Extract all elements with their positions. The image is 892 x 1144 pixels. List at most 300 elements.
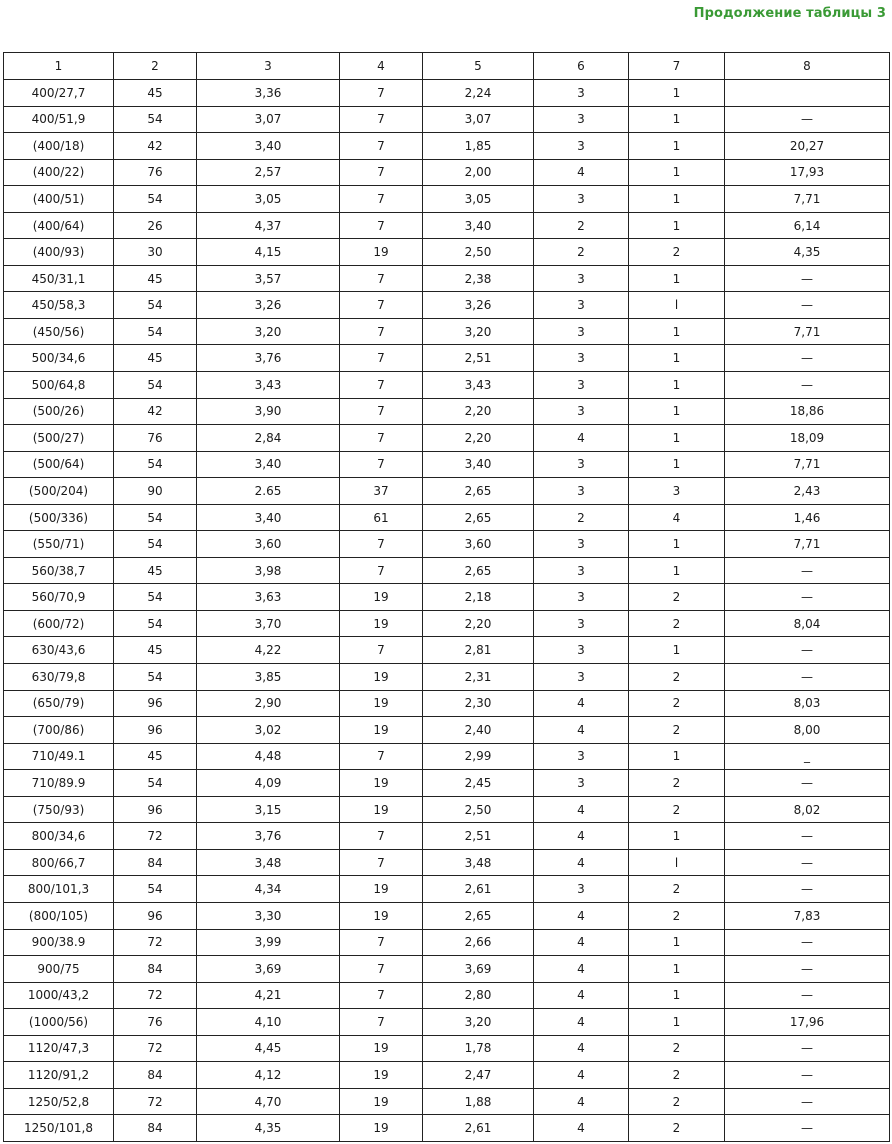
table-cell: 4 bbox=[534, 929, 629, 956]
table-cell: 2,24 bbox=[423, 80, 534, 107]
table-cell: 19 bbox=[340, 1062, 423, 1089]
table-row bbox=[4, 982, 890, 1009]
table-row bbox=[4, 956, 890, 983]
table-cell: 45 bbox=[114, 80, 197, 107]
table-row bbox=[4, 372, 890, 399]
header-row bbox=[4, 53, 890, 80]
table-cell: — bbox=[725, 1035, 890, 1062]
table-cell: — bbox=[725, 106, 890, 133]
table-cell: 2,50 bbox=[423, 239, 534, 266]
table-cell: 2,20 bbox=[423, 425, 534, 452]
table-row bbox=[4, 796, 890, 823]
table-cell: 3,70 bbox=[197, 610, 340, 637]
table-cell: (500/64) bbox=[4, 451, 114, 478]
table-cell: 54 bbox=[114, 372, 197, 399]
table-cell: 4 bbox=[534, 902, 629, 929]
table-cell: (400/22) bbox=[4, 159, 114, 186]
table-cell: 3,02 bbox=[197, 717, 340, 744]
table-cell: 30 bbox=[114, 239, 197, 266]
table-cell: 2,43 bbox=[725, 478, 890, 505]
table-cell: 3,43 bbox=[197, 372, 340, 399]
table-cell: 2,57 bbox=[197, 159, 340, 186]
table-row bbox=[4, 1035, 890, 1062]
table-cell: 54 bbox=[114, 318, 197, 345]
table-row bbox=[4, 398, 890, 425]
table-cell: 1 bbox=[629, 106, 725, 133]
table-cell: 4 bbox=[534, 690, 629, 717]
table-row bbox=[4, 664, 890, 691]
table-cell: 72 bbox=[114, 823, 197, 850]
table-cell: 3,05 bbox=[197, 186, 340, 213]
table-cell: 900/38.9 bbox=[4, 929, 114, 956]
table-cell: 3,63 bbox=[197, 584, 340, 611]
table-cell: 45 bbox=[114, 637, 197, 664]
table-cell: 96 bbox=[114, 717, 197, 744]
table-cell: 54 bbox=[114, 584, 197, 611]
table-row bbox=[4, 876, 890, 903]
table-cell: 4,22 bbox=[197, 637, 340, 664]
table-row bbox=[4, 584, 890, 611]
table-cell: 2 bbox=[629, 584, 725, 611]
table-cell: 19 bbox=[340, 796, 423, 823]
table-cell: 1 bbox=[629, 557, 725, 584]
table-cell: 2,38 bbox=[423, 265, 534, 292]
table-cell: l bbox=[629, 292, 725, 319]
table-cell: (400/18) bbox=[4, 133, 114, 160]
table-cell: 1,88 bbox=[423, 1088, 534, 1115]
table-cell: 4 bbox=[534, 1088, 629, 1115]
table-cell: 2,66 bbox=[423, 929, 534, 956]
table-cell: — bbox=[725, 982, 890, 1009]
table-row bbox=[4, 531, 890, 558]
table-row bbox=[4, 212, 890, 239]
table-cell: 3,30 bbox=[197, 902, 340, 929]
table-cell: (500/204) bbox=[4, 478, 114, 505]
table-cell: 2,20 bbox=[423, 398, 534, 425]
table-cell: 3 bbox=[534, 186, 629, 213]
table-cell: 17,93 bbox=[725, 159, 890, 186]
table-cell: 560/38,7 bbox=[4, 557, 114, 584]
table-cell: 3 bbox=[534, 318, 629, 345]
table-cell: 3 bbox=[534, 451, 629, 478]
table-cell: 6,14 bbox=[725, 212, 890, 239]
table-cell: 2,47 bbox=[423, 1062, 534, 1089]
table-cell: 1 bbox=[629, 372, 725, 399]
table-cell: 7 bbox=[340, 1009, 423, 1036]
table-cell: 3 bbox=[534, 478, 629, 505]
table-cell: 7 bbox=[340, 956, 423, 983]
table-cell: 54 bbox=[114, 186, 197, 213]
table-cell: 3,57 bbox=[197, 265, 340, 292]
table-cell: 3,90 bbox=[197, 398, 340, 425]
table-cell: 54 bbox=[114, 610, 197, 637]
column-header-4: 4 bbox=[340, 53, 423, 80]
table-cell: 710/89.9 bbox=[4, 770, 114, 797]
table-cell: 800/101,3 bbox=[4, 876, 114, 903]
table-cell: 4 bbox=[534, 849, 629, 876]
table-cell: 7 bbox=[340, 345, 423, 372]
column-header-8: 8 bbox=[725, 53, 890, 80]
table-row bbox=[4, 345, 890, 372]
table-row bbox=[4, 80, 890, 107]
table-cell: 4 bbox=[534, 956, 629, 983]
table-row bbox=[4, 743, 890, 770]
table-cell: 7,71 bbox=[725, 318, 890, 345]
table-cell: 1 bbox=[629, 637, 725, 664]
table-cell: — bbox=[725, 557, 890, 584]
table-cell: 2 bbox=[629, 770, 725, 797]
table-cell: l bbox=[629, 849, 725, 876]
table-cell: 2 bbox=[629, 690, 725, 717]
table-row bbox=[4, 823, 890, 850]
table-cell: 4 bbox=[534, 717, 629, 744]
table-cell: 7,71 bbox=[725, 531, 890, 558]
table-cell: 1,78 bbox=[423, 1035, 534, 1062]
table-cell: 3 bbox=[534, 372, 629, 399]
table-cell: 7 bbox=[340, 823, 423, 850]
table-cell: 3,07 bbox=[197, 106, 340, 133]
table-cell: 2,50 bbox=[423, 796, 534, 823]
table-cell: — bbox=[725, 1062, 890, 1089]
table-row bbox=[4, 1088, 890, 1115]
table-cell: 4,34 bbox=[197, 876, 340, 903]
table-cell: 3,76 bbox=[197, 823, 340, 850]
table-cell: 2,40 bbox=[423, 717, 534, 744]
table-cell: 4 bbox=[534, 1009, 629, 1036]
table-cell: 3 bbox=[534, 133, 629, 160]
table-cell: 8,03 bbox=[725, 690, 890, 717]
table-cell: 19 bbox=[340, 690, 423, 717]
table-cell: 3 bbox=[534, 557, 629, 584]
table-cell: 1250/101,8 bbox=[4, 1115, 114, 1142]
table-cell: 2,45 bbox=[423, 770, 534, 797]
table-cell: 4 bbox=[534, 425, 629, 452]
table-cell: 1 bbox=[629, 1009, 725, 1036]
table-cell: 2 bbox=[629, 1115, 725, 1142]
table-cell: 4 bbox=[534, 823, 629, 850]
table-cell: 3 bbox=[534, 265, 629, 292]
table-cell: 1250/52,8 bbox=[4, 1088, 114, 1115]
table-cell: 54 bbox=[114, 531, 197, 558]
column-header-3: 3 bbox=[197, 53, 340, 80]
table-cell: 3,69 bbox=[423, 956, 534, 983]
table-cell: 1 bbox=[629, 398, 725, 425]
table-cell: 630/79,8 bbox=[4, 664, 114, 691]
table-cell: — bbox=[725, 876, 890, 903]
table-cell: (700/86) bbox=[4, 717, 114, 744]
table-row bbox=[4, 186, 890, 213]
table-cell: 3,60 bbox=[197, 531, 340, 558]
table-cell: 2,65 bbox=[423, 902, 534, 929]
table-cell: 19 bbox=[340, 1035, 423, 1062]
table-cell: 4 bbox=[534, 1062, 629, 1089]
table-cell: 18,09 bbox=[725, 425, 890, 452]
table-cell: 7 bbox=[340, 531, 423, 558]
table-cell: 4,10 bbox=[197, 1009, 340, 1036]
table-cell: 3,15 bbox=[197, 796, 340, 823]
table-cell: 3,05 bbox=[423, 186, 534, 213]
table-cell: 2,51 bbox=[423, 345, 534, 372]
table-cell: 1 bbox=[629, 212, 725, 239]
table-cell: 2.65 bbox=[197, 478, 340, 505]
table-cell: (600/72) bbox=[4, 610, 114, 637]
table-cell: (500/27) bbox=[4, 425, 114, 452]
table-cell: 3 bbox=[534, 584, 629, 611]
table-cell: 4 bbox=[534, 159, 629, 186]
table-cell: 19 bbox=[340, 239, 423, 266]
table-cell: 45 bbox=[114, 345, 197, 372]
table-cell: 7 bbox=[340, 425, 423, 452]
table-row bbox=[4, 929, 890, 956]
table-cell: 76 bbox=[114, 159, 197, 186]
table-row bbox=[4, 1009, 890, 1036]
table-cell: 61 bbox=[340, 504, 423, 531]
table-cell: (550/71) bbox=[4, 531, 114, 558]
table-cell: 7 bbox=[340, 318, 423, 345]
table-cell: 3 bbox=[534, 80, 629, 107]
table-cell: 4,15 bbox=[197, 239, 340, 266]
table-cell: 2,00 bbox=[423, 159, 534, 186]
table-cell: 7,83 bbox=[725, 902, 890, 929]
table-cell: 630/43,6 bbox=[4, 637, 114, 664]
column-header-6: 6 bbox=[534, 53, 629, 80]
table-cell: 8,00 bbox=[725, 717, 890, 744]
table-cell: — bbox=[725, 265, 890, 292]
table-cell: 19 bbox=[340, 717, 423, 744]
table-cell: 3,76 bbox=[197, 345, 340, 372]
table-cell: 1 bbox=[629, 80, 725, 107]
table-cell: 7 bbox=[340, 106, 423, 133]
table-cell: 3 bbox=[534, 876, 629, 903]
table-cell: 54 bbox=[114, 876, 197, 903]
table-cell: 900/75 bbox=[4, 956, 114, 983]
table-cell: 1,46 bbox=[725, 504, 890, 531]
table-cell: 2 bbox=[629, 664, 725, 691]
table-cell: — bbox=[725, 637, 890, 664]
table-cell: 2,81 bbox=[423, 637, 534, 664]
table-cell: 84 bbox=[114, 956, 197, 983]
table-cell: 4,48 bbox=[197, 743, 340, 770]
table-cell: 3,40 bbox=[197, 504, 340, 531]
table-cell: 72 bbox=[114, 1035, 197, 1062]
table-cell: 45 bbox=[114, 743, 197, 770]
table-cell: 1000/43,2 bbox=[4, 982, 114, 1009]
table-cell: 500/64,8 bbox=[4, 372, 114, 399]
table-cell: 450/58,3 bbox=[4, 292, 114, 319]
table-cell: 96 bbox=[114, 690, 197, 717]
column-header-1: 1 bbox=[4, 53, 114, 80]
table-cell: 7 bbox=[340, 372, 423, 399]
table-cell: 2,84 bbox=[197, 425, 340, 452]
table-cell: 3 bbox=[534, 743, 629, 770]
table-cell: 3,48 bbox=[197, 849, 340, 876]
table-cell: — bbox=[725, 664, 890, 691]
table-cell: 18,86 bbox=[725, 398, 890, 425]
table-cell: 8,02 bbox=[725, 796, 890, 823]
table-cell: 7 bbox=[340, 80, 423, 107]
table-cell: 1 bbox=[629, 133, 725, 160]
table-cell: 3 bbox=[534, 664, 629, 691]
table-cell: 3,20 bbox=[423, 1009, 534, 1036]
table-row bbox=[4, 1062, 890, 1089]
table-cell: 4,70 bbox=[197, 1088, 340, 1115]
table-cell: 7 bbox=[340, 557, 423, 584]
table-cell: 3,69 bbox=[197, 956, 340, 983]
table-cell: (1000/56) bbox=[4, 1009, 114, 1036]
table-cell: 2,31 bbox=[423, 664, 534, 691]
table-row bbox=[4, 849, 890, 876]
table-cell: 7,71 bbox=[725, 451, 890, 478]
table-cell: 2,30 bbox=[423, 690, 534, 717]
table-cell: 7 bbox=[340, 637, 423, 664]
table-cell: 3 bbox=[534, 106, 629, 133]
table-cell: — bbox=[725, 1088, 890, 1115]
table-cell: 19 bbox=[340, 610, 423, 637]
table-row bbox=[4, 318, 890, 345]
table-cell: 7 bbox=[340, 982, 423, 1009]
table-cell: 3 bbox=[534, 610, 629, 637]
table-cell: 4 bbox=[534, 1035, 629, 1062]
table-cell: 1 bbox=[629, 929, 725, 956]
table-cell: 72 bbox=[114, 929, 197, 956]
table-cell: 26 bbox=[114, 212, 197, 239]
table-cell: 3 bbox=[534, 292, 629, 319]
table-cell: 2 bbox=[629, 610, 725, 637]
table-cell: 4 bbox=[629, 504, 725, 531]
table-cell: 3,43 bbox=[423, 372, 534, 399]
table-cell: 1 bbox=[629, 982, 725, 1009]
table-cell: 4,21 bbox=[197, 982, 340, 1009]
table-cell: 19 bbox=[340, 876, 423, 903]
table-cell: 1 bbox=[629, 743, 725, 770]
table-row bbox=[4, 425, 890, 452]
table-cell: 54 bbox=[114, 292, 197, 319]
table-cell: 72 bbox=[114, 1088, 197, 1115]
table-cell: 3,48 bbox=[423, 849, 534, 876]
table-row bbox=[4, 159, 890, 186]
table-cell: 2 bbox=[629, 239, 725, 266]
table-cell: 19 bbox=[340, 584, 423, 611]
table-cell: 3,40 bbox=[423, 212, 534, 239]
table-cell: 2,90 bbox=[197, 690, 340, 717]
table-cell: 3,07 bbox=[423, 106, 534, 133]
table-cell: (500/26) bbox=[4, 398, 114, 425]
table-row bbox=[4, 106, 890, 133]
table-cell: 4,37 bbox=[197, 212, 340, 239]
table-cell: 3 bbox=[534, 531, 629, 558]
table-cell: 42 bbox=[114, 133, 197, 160]
table-cell: 3 bbox=[534, 345, 629, 372]
table-cell: 45 bbox=[114, 557, 197, 584]
table-row bbox=[4, 133, 890, 160]
table-cell: 1 bbox=[629, 823, 725, 850]
table-cell: (500/336) bbox=[4, 504, 114, 531]
table-cell: 1 bbox=[629, 345, 725, 372]
table-cell: 54 bbox=[114, 504, 197, 531]
table-cell: 45 bbox=[114, 265, 197, 292]
table-row bbox=[4, 637, 890, 664]
table-cell: 3,26 bbox=[423, 292, 534, 319]
table-cell: 2 bbox=[629, 876, 725, 903]
table-cell: 3,26 bbox=[197, 292, 340, 319]
table-cell: 800/34,6 bbox=[4, 823, 114, 850]
table-cell: — bbox=[725, 1115, 890, 1142]
table-row bbox=[4, 610, 890, 637]
table-cell: 7 bbox=[340, 292, 423, 319]
table-cell: 2,80 bbox=[423, 982, 534, 1009]
column-header-2: 2 bbox=[114, 53, 197, 80]
table-cell: 19 bbox=[340, 664, 423, 691]
table-cell: 2 bbox=[629, 1088, 725, 1115]
table-row bbox=[4, 239, 890, 266]
table-cell bbox=[725, 80, 890, 107]
table-cell: 3 bbox=[534, 398, 629, 425]
table-cell: 37 bbox=[340, 478, 423, 505]
table-cell: 7 bbox=[340, 159, 423, 186]
table-cell: 7 bbox=[340, 212, 423, 239]
table-cell: 2,65 bbox=[423, 557, 534, 584]
table-cell: — bbox=[725, 823, 890, 850]
table-cell: 19 bbox=[340, 1088, 423, 1115]
table-cell: — bbox=[725, 956, 890, 983]
table-cell: 4 bbox=[534, 796, 629, 823]
column-header-7: 7 bbox=[629, 53, 725, 80]
table-cell: 400/27,7 bbox=[4, 80, 114, 107]
table-cell: 19 bbox=[340, 770, 423, 797]
table-cell: 2,20 bbox=[423, 610, 534, 637]
table-cell: 2,18 bbox=[423, 584, 534, 611]
table-cell: 20,27 bbox=[725, 133, 890, 160]
table-cell: 4,35 bbox=[197, 1115, 340, 1142]
table-cell: 710/49.1 bbox=[4, 743, 114, 770]
table-cell: 2,99 bbox=[423, 743, 534, 770]
table-cell: 76 bbox=[114, 1009, 197, 1036]
table-cell: 2 bbox=[629, 717, 725, 744]
table-cell: 3,85 bbox=[197, 664, 340, 691]
table-cell: 72 bbox=[114, 982, 197, 1009]
table-row bbox=[4, 265, 890, 292]
table-cell: — bbox=[725, 292, 890, 319]
table-cell: 1,85 bbox=[423, 133, 534, 160]
table-cell: 4 bbox=[534, 982, 629, 1009]
table-row bbox=[4, 451, 890, 478]
table-cell: 4,45 bbox=[197, 1035, 340, 1062]
table-cell: 7 bbox=[340, 451, 423, 478]
table-row bbox=[4, 557, 890, 584]
table-cell: 4 bbox=[534, 1115, 629, 1142]
table-cell: 17,96 bbox=[725, 1009, 890, 1036]
table-cell: 7,71 bbox=[725, 186, 890, 213]
table-cell: 1 bbox=[629, 318, 725, 345]
table-cell: 54 bbox=[114, 770, 197, 797]
table-cell: 8,04 bbox=[725, 610, 890, 637]
table-cell: 2 bbox=[629, 796, 725, 823]
table-cell: — bbox=[725, 345, 890, 372]
table-caption: Продолжение таблицы 3 bbox=[693, 6, 886, 21]
table-cell: 7 bbox=[340, 186, 423, 213]
table-cell: 96 bbox=[114, 796, 197, 823]
table-cell: 800/66,7 bbox=[4, 849, 114, 876]
data-table bbox=[3, 52, 890, 1142]
table-cell: — bbox=[725, 929, 890, 956]
table-cell: — bbox=[725, 372, 890, 399]
table-cell: 76 bbox=[114, 425, 197, 452]
table-cell: 1 bbox=[629, 531, 725, 558]
table-cell: 2,61 bbox=[423, 1115, 534, 1142]
table-cell: 3,98 bbox=[197, 557, 340, 584]
table-cell: (750/93) bbox=[4, 796, 114, 823]
table-cell: 4,09 bbox=[197, 770, 340, 797]
